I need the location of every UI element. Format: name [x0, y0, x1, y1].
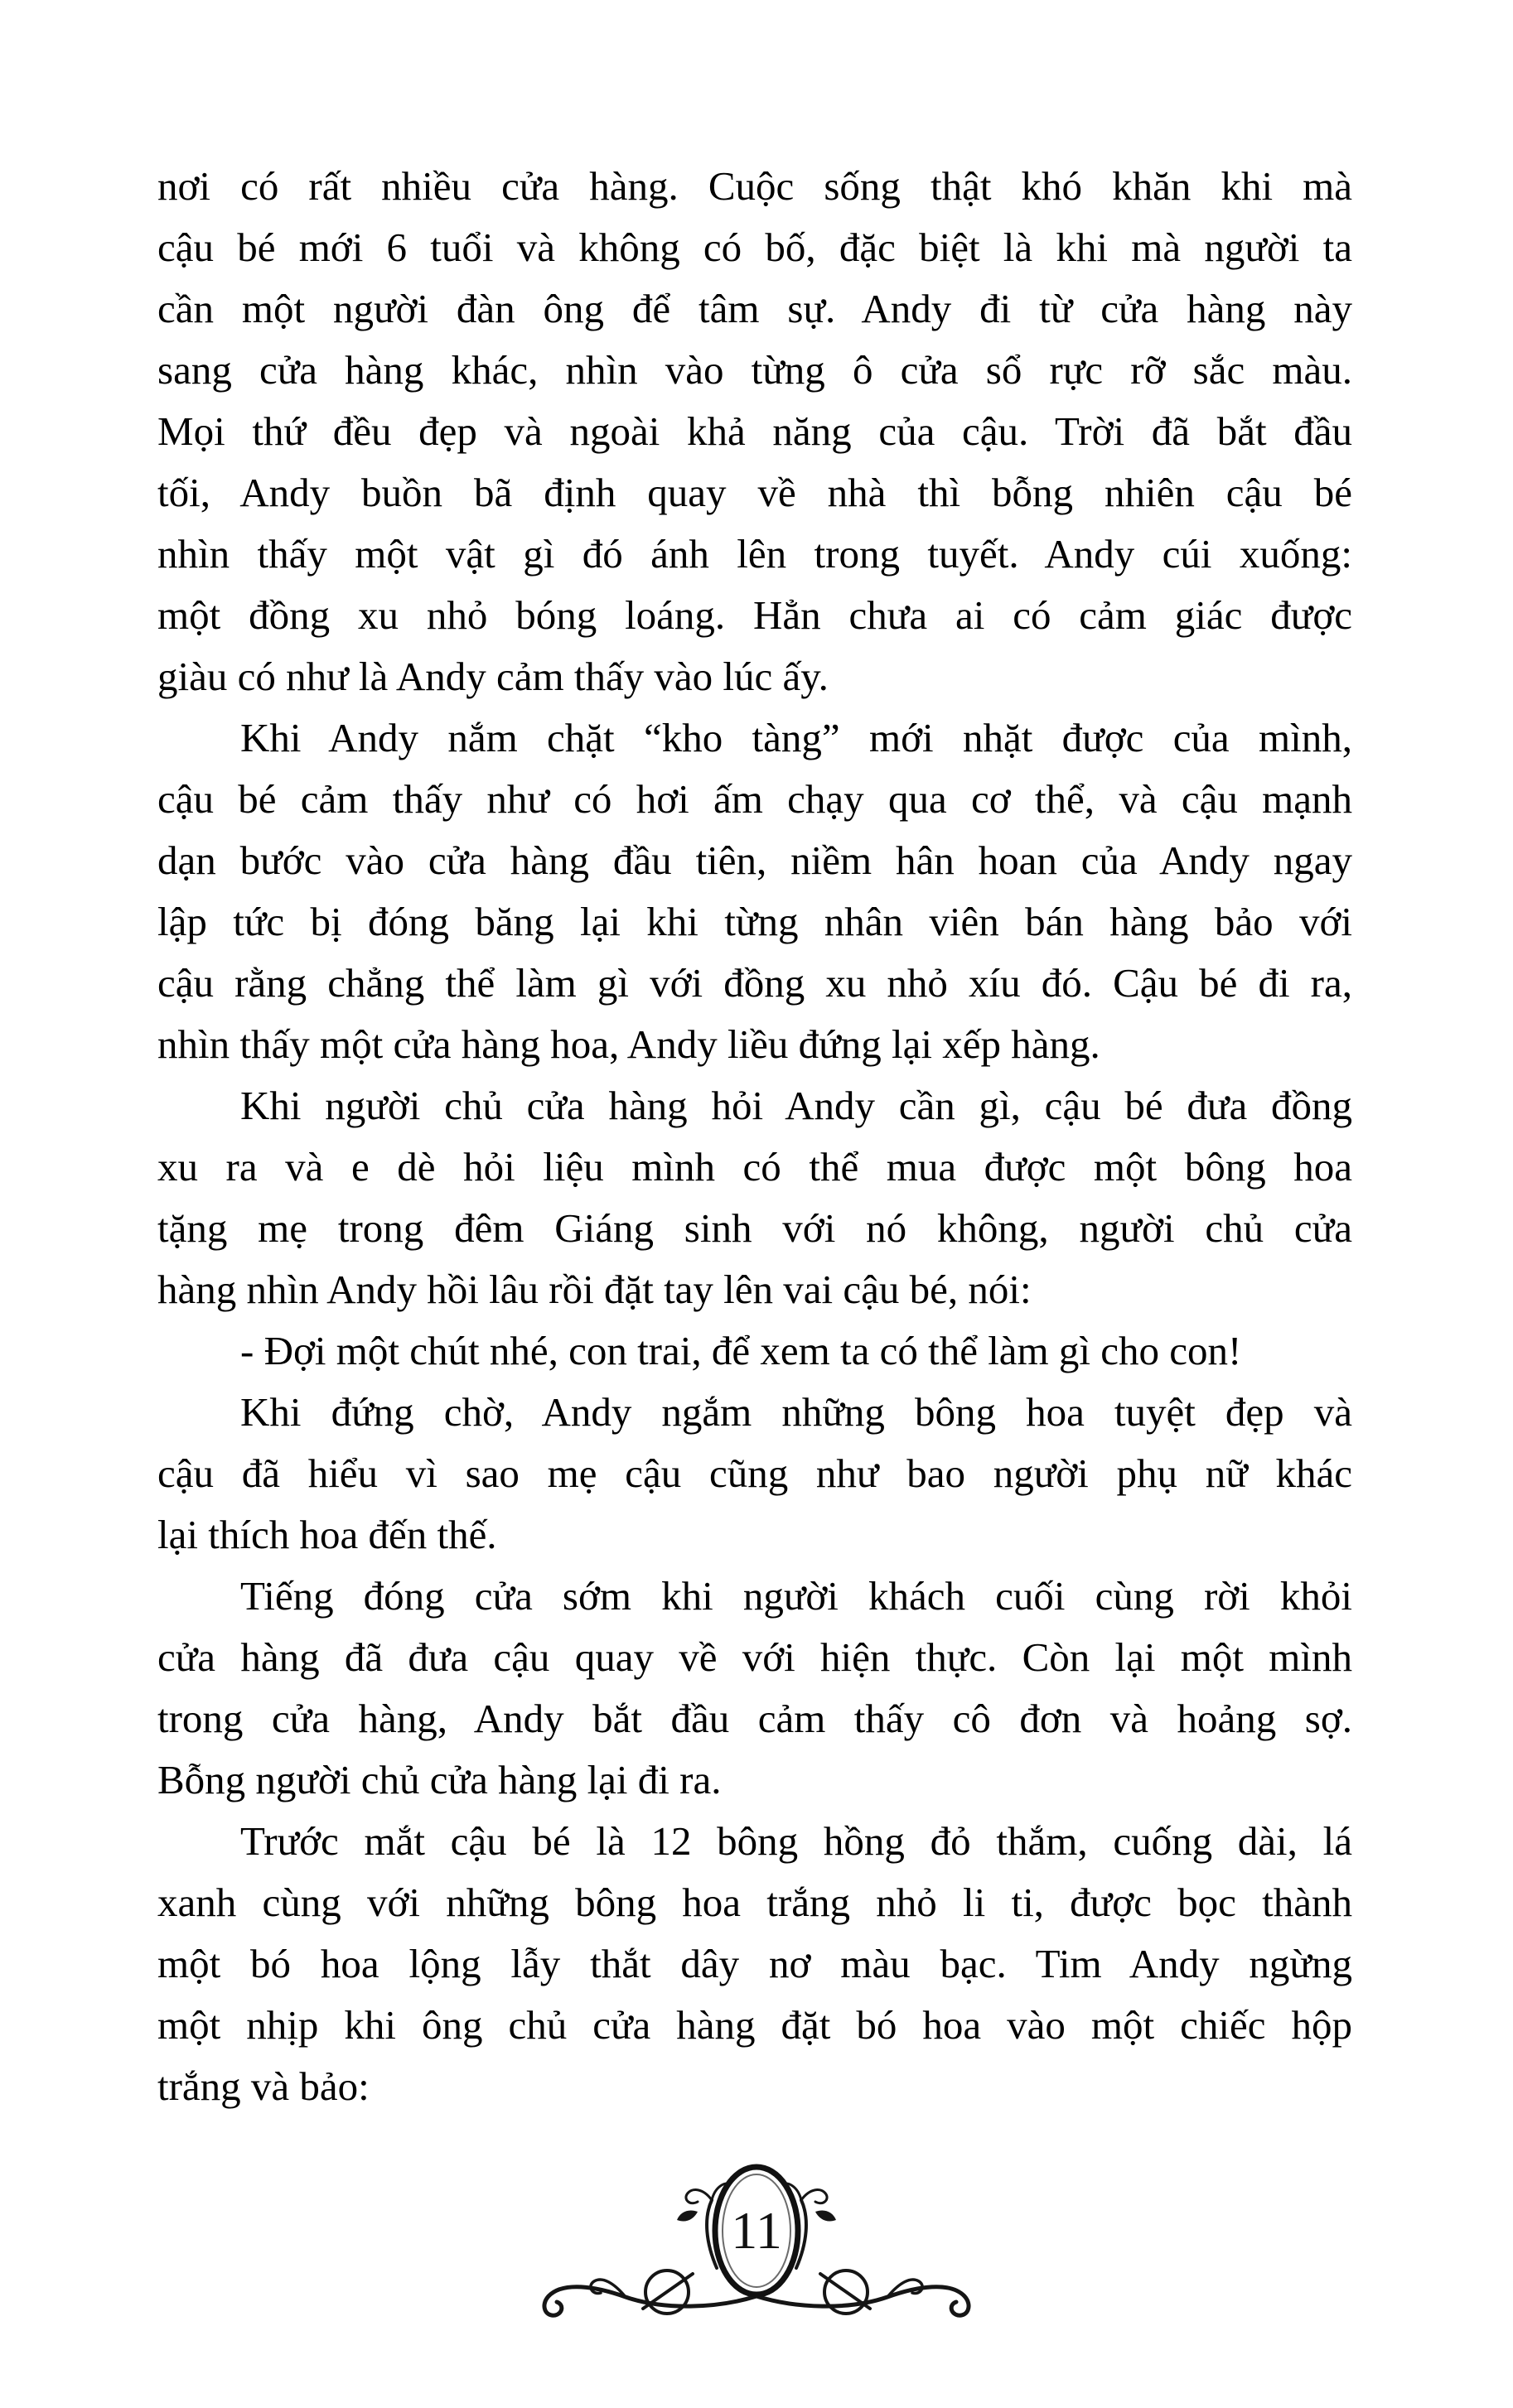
text-line: - Đợi một chút nhé, con trai, để xem ta có thể làm gì cho con! [240, 1328, 1242, 1373]
text-line: hàng nhìn Andy hồi lâu rồi đặt tay lên vai cậu bé, nói: [157, 1267, 1032, 1312]
text-line: cậu đã hiểu vì sao mẹ cậu cũng như bao người phụ nữ khác [157, 1450, 1352, 1496]
text-line: dạn bước vào cửa hàng đầu tiên, niềm hân hoan của Andy ngay [157, 837, 1352, 883]
paragraph [157, 156, 1352, 707]
text-line: giàu có như là Andy cảm thấy vào lúc ấy. [157, 654, 829, 699]
text-line: Tiếng đóng cửa sớm khi người khách cuối cùng rời khỏi [240, 1573, 1352, 1619]
text-line: một đồng xu nhỏ bóng loáng. Hẳn chưa ai có cảm giác được [157, 592, 1352, 638]
paragraph [157, 1811, 1352, 2117]
paragraph [157, 1382, 1352, 1566]
text-line: một nhịp khi ông chủ cửa hàng đặt bó hoa vào một chiếc hộp [157, 2002, 1352, 2048]
text-line: Trước mắt cậu bé là 12 bông hồng đỏ thắm, cuống dài, lá [240, 1818, 1352, 1864]
text-line: trắng và bảo: [157, 2063, 370, 2109]
text-line: nhìn thấy một vật gì đó ánh lên trong tuyết. Andy cúi xuống: [157, 531, 1352, 577]
text-line: Khi đứng chờ, Andy ngắm những bông hoa tuyệt đẹp và [240, 1389, 1352, 1435]
text-line: Mọi thứ đều đẹp và ngoài khả năng của cậu. Trời đã bắt đầu [157, 408, 1352, 454]
text-line: Khi người chủ cửa hàng hỏi Andy cần gì, cậu bé đưa đồng [240, 1083, 1352, 1128]
paragraph [157, 707, 1352, 1075]
text-line: trong cửa hàng, Andy bắt đầu cảm thấy cô đơn và hoảng sợ. [157, 1696, 1352, 1741]
text-line: cậu rằng chẳng thể làm gì với đồng xu nhỏ xíu đó. Cậu bé đi ra, [157, 960, 1352, 1006]
text-line: cậu bé cảm thấy như có hơi ấm chạy qua cơ thể, và cậu mạnh [157, 776, 1352, 822]
text-line: một bó hoa lộng lẫy thắt dây nơ màu bạc. Tim Andy ngừng [157, 1941, 1352, 1986]
text-line: nhìn thấy một cửa hàng hoa, Andy liều đứng lại xếp hàng. [157, 1021, 1100, 1067]
text-line: tối, Andy buồn bã định quay về nhà thì bỗng nhiên cậu bé [157, 470, 1352, 515]
paragraph [157, 1566, 1352, 1811]
text-line: xu ra và e dè hỏi liệu mình có thể mua được một bông hoa [157, 1144, 1352, 1190]
text-line: tặng mẹ trong đêm Giáng sinh với nó không, người chủ cửa [157, 1205, 1352, 1251]
paragraph [157, 1320, 1352, 1382]
text-line: Khi Andy nắm chặt “kho tàng” mới nhặt được của mình, [240, 715, 1352, 760]
text-line: lập tức bị đóng băng lại khi từng nhân viên bán hàng bảo với [157, 899, 1352, 944]
text-line: Bỗng người chủ cửa hàng lại đi ra. [157, 1757, 722, 1802]
page-text [157, 156, 1352, 2117]
text-line: sang cửa hàng khác, nhìn vào từng ô cửa sổ rực rỡ sắc màu. [157, 347, 1352, 393]
text-line: cửa hàng đã đưa cậu quay về với hiện thực. Còn lại một mình [157, 1634, 1352, 1680]
text-line: xanh cùng với những bông hoa trắng nhỏ li ti, được bọc thành [157, 1880, 1352, 1925]
text-line: cậu bé mới 6 tuổi và không có bố, đặc biệt là khi mà người ta [157, 224, 1352, 270]
paragraph [157, 1075, 1352, 1320]
flourish-ornament [524, 2150, 989, 2374]
text-line: nơi có rất nhiều cửa hàng. Cuộc sống thật khó khăn khi mà [157, 163, 1352, 209]
text-line: lại thích hoa đến thế. [157, 1512, 497, 1557]
text-line: cần một người đàn ông để tâm sự. Andy đi từ cửa hàng này [157, 286, 1352, 331]
page-number: 11 [731, 2201, 782, 2260]
